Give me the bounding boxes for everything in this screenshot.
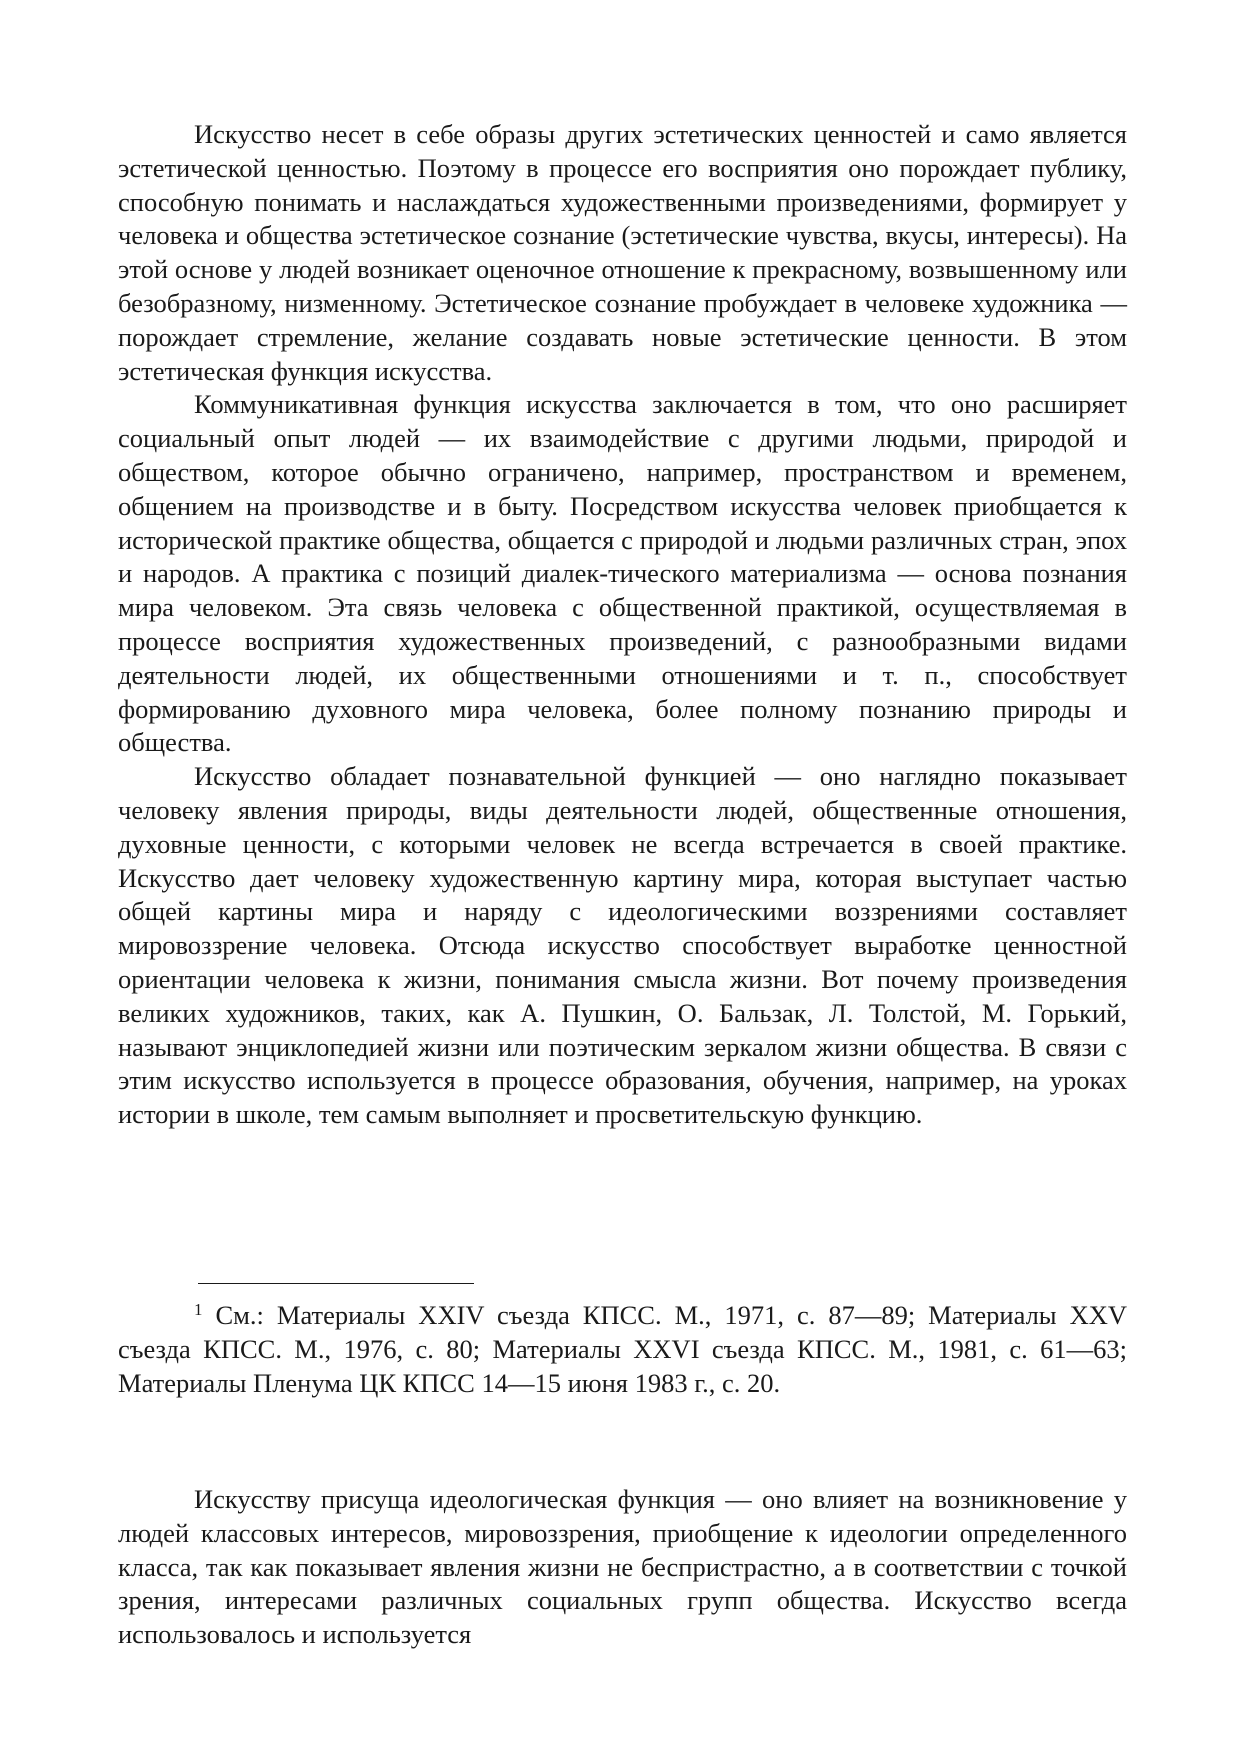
main-text-top: [118, 118, 1127, 1132]
paragraph-cognitive-function: Искусство обладает познавательной функцией — оно наглядно показывает человеку явления природы, виды деятельности людей, общественные отношения, духовные ценности, с которыми человек не всегда встречается в своей практике. Искусство дает человеку художественную картину мира, которая выступает частью общей картины мира и наряду с идеологическими воззрениями составляет мировоззрение человека. Отсюда искусство способствует выработке ценностной ориентации человека к жизни, понимания смысла жизни. Вот почему произведения великих художников, таких, как А. Пушкин, О. Бальзак, Л. Толстой, М. Горький, называют энциклопедией жизни или поэтическим зеркалом жизни общества. В связи с этим искусство используется в процессе образования, обучения, например, на уроках истории в школе, тем самым выполняет и просветительскую функцию.: [118, 761, 1127, 1130]
paragraph-ideological-function: Искусству присуща идеологическая функция — оно влияет на возникновение у людей классовых интересов, мировоззрения, приобщение к идеологии определенного класса, так как показывает явления жизни не беспристрастно, а в соответствии с точкой зрения, интересами различных социальных групп общества. Искусство всегда использовалось и используется: [118, 1484, 1127, 1650]
footnote-marker: 1: [194, 1300, 203, 1319]
main-text-bottom: [118, 1483, 1127, 1652]
paragraph-aesthetic-function: Искусство несет в себе образы других эстетических ценностей и само является эстетической ценностью. Поэтому в процессе его восприятия оно порождает публику, способную понимать и наслаждаться художественными произведениями, формирует у человека и общества эстетическое сознание (эстетические чувства, вкусы, интересы). На этой основе у людей возникает оценочное отношение к прекрасному, возвышенному или безобразному, низменному. Эстетическое сознание пробуждает в человеке художника — порождает стремление, желание создавать новые эстетические ценности. В этом эстетическая функция искусства.: [118, 119, 1127, 386]
footnote: [118, 1298, 1127, 1400]
footnote-text: См.: Материалы XXIV съезда КПСС. М., 1971, с. 87—89; Материалы XXV съезда КПСС. М., 1976, с. 80; Материалы XXVI съезда КПСС. М., 1981, с. 61—63; Материалы Пленума ЦК КПСС 14—15 июня 1983 г., с. 20.: [118, 1300, 1127, 1398]
paragraph-communicative-function: Коммуникативная функция искусства заключается в том, что оно расширяет социальный опыт людей — их взаимодействие с другими людьми, природой и обществом, которое обычно ограничено, например, пространством и временем, общением на производстве и в быту. Посредством искусства человек приобщается к исторической практике общества, общается с природой и людьми различных стран, эпох и народов. А практика с позиций диалек-тического материализма — основа познания мира человеком. Эта связь человека с общественной практикой, осуществляемая в процессе восприятия художественных произведений, с разнообразными видами деятельности людей, их общественными отношениями и т. п., способствует формированию духовного мира человека, более полному познанию природы и общества.: [118, 389, 1127, 758]
footnote-separator: [198, 1283, 474, 1284]
